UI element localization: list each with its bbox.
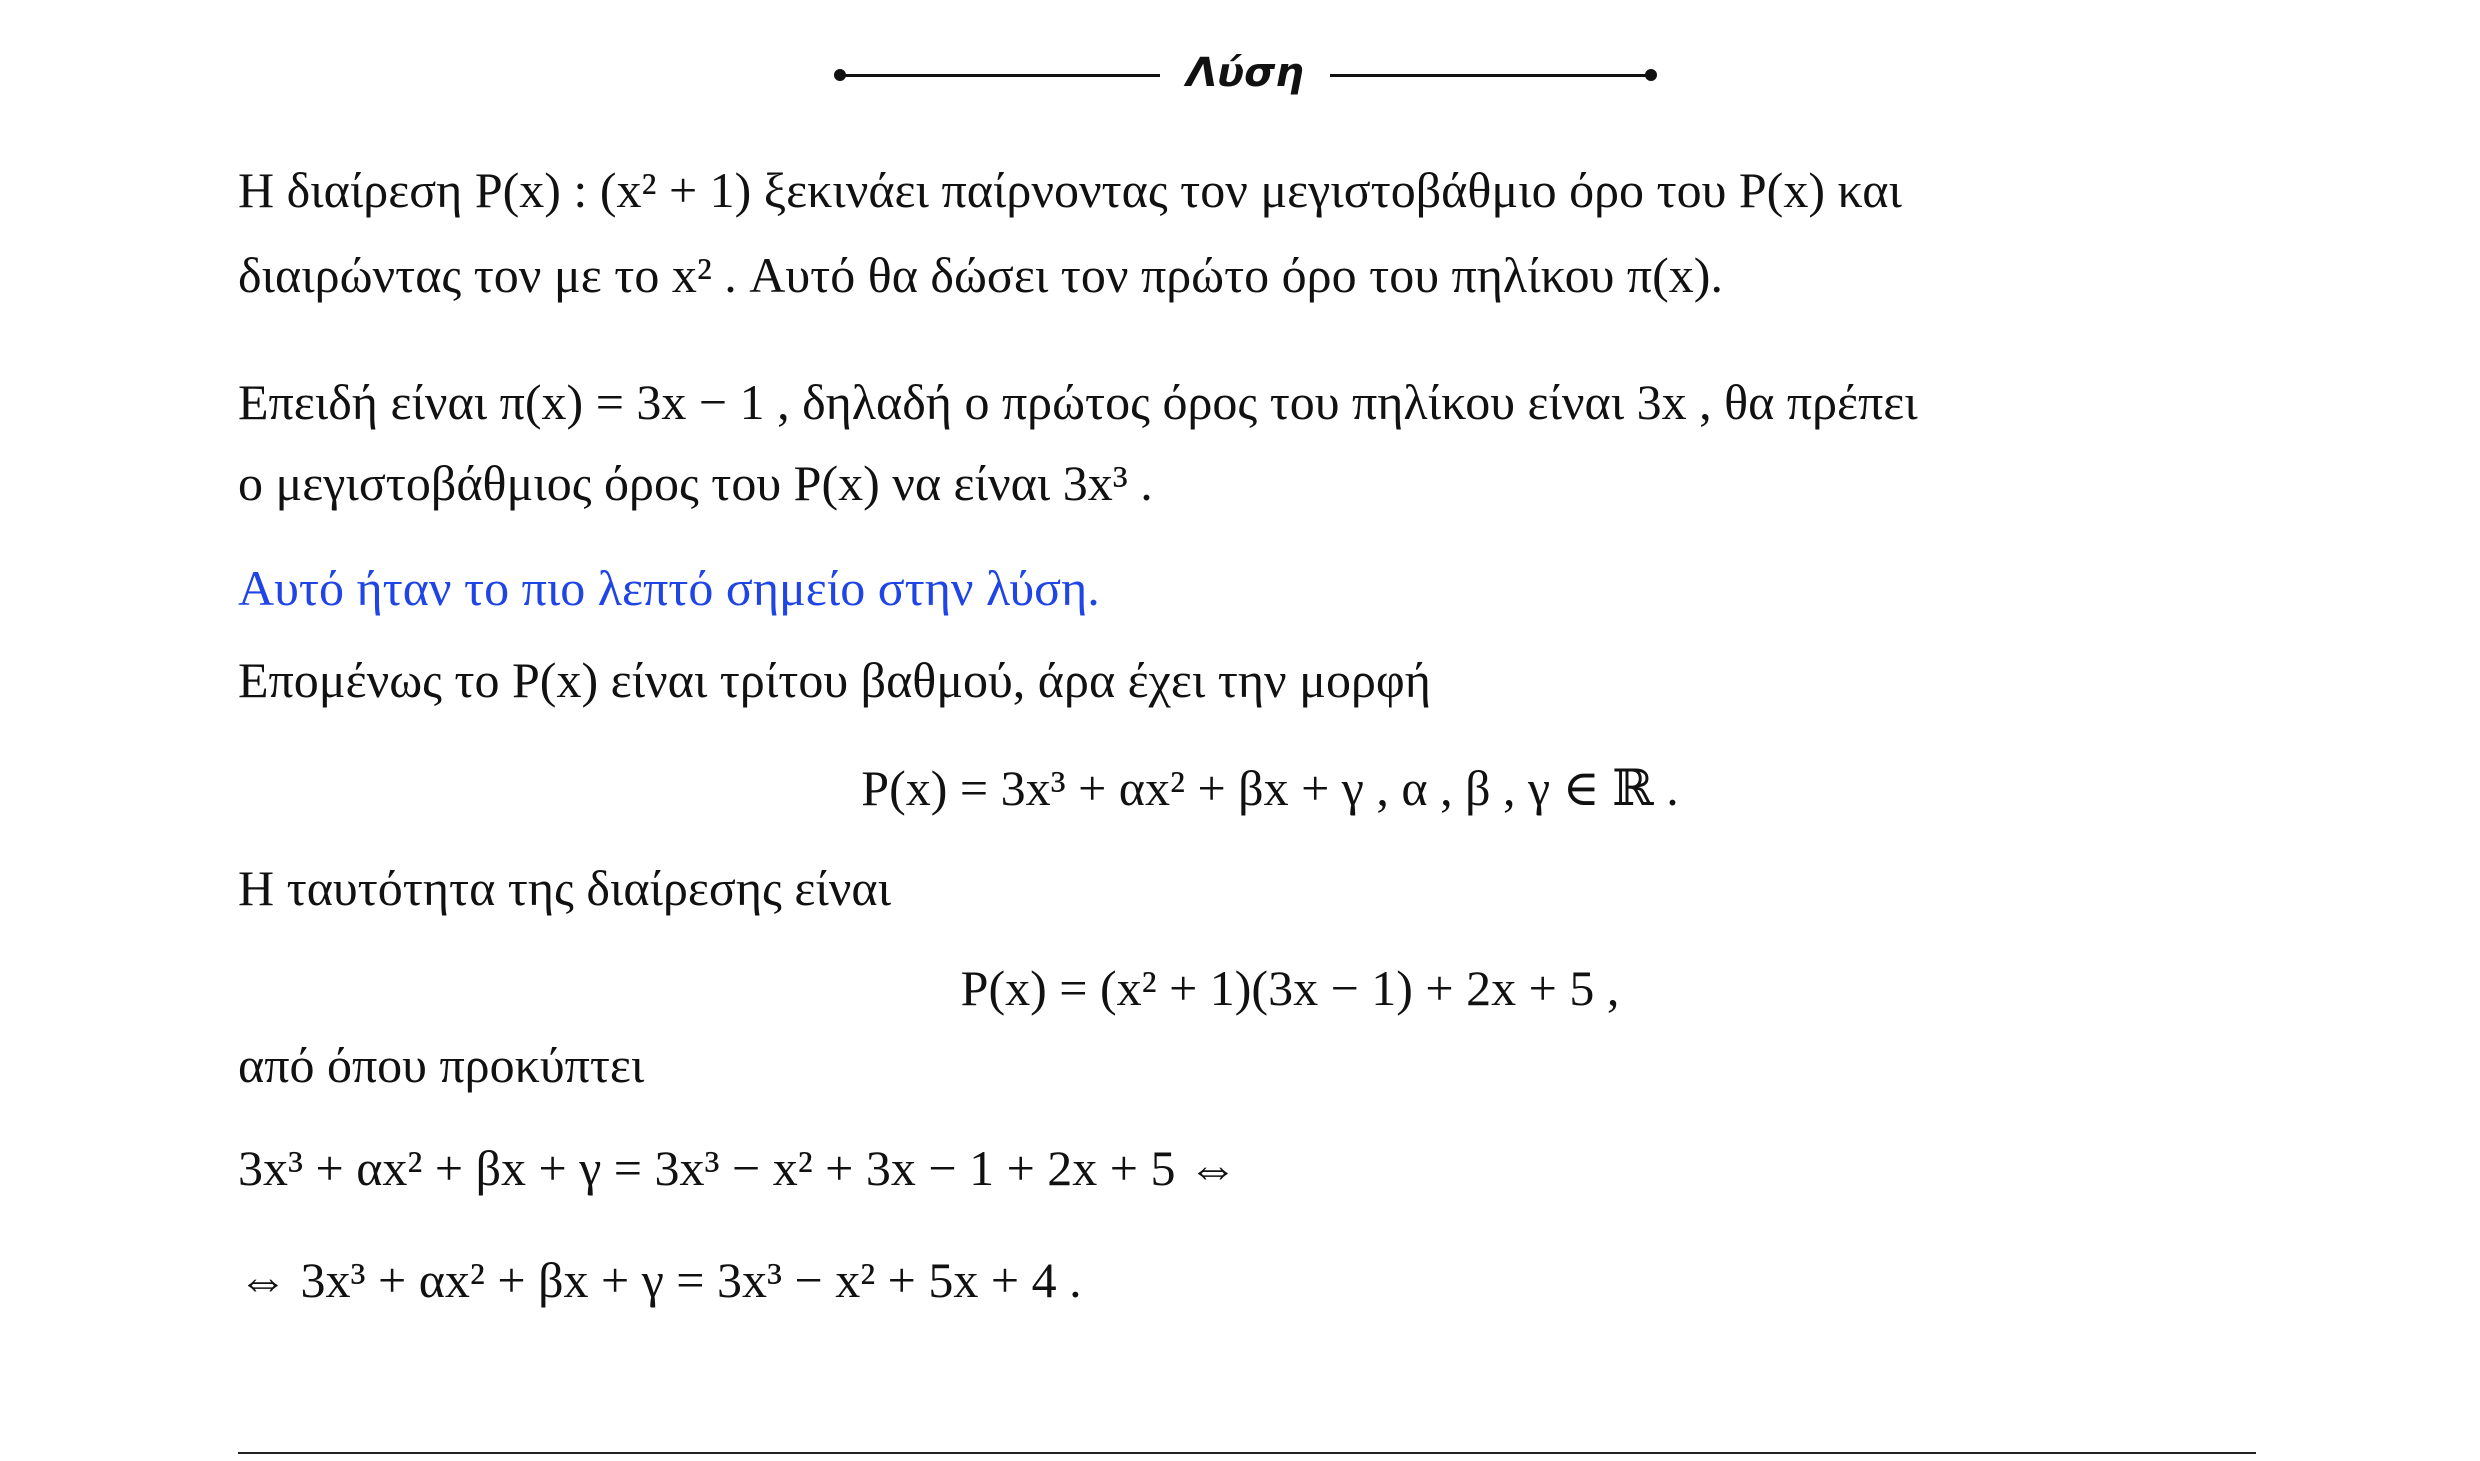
paragraph-1-line-2: διαιρώντας τον με το x² . Αυτό θα δώσει τον πρώτο όρο του πηλίκου π(x). [238, 247, 1723, 303]
highlight-note: Αυτό ήταν το πιο λεπτό σημείο στην λύση. [238, 560, 1100, 616]
section-heading [830, 38, 1660, 108]
heading-left-rule [840, 74, 1160, 77]
heading-right-dot [1645, 69, 1657, 81]
paragraph-5: από όπου προκύπτει [238, 1037, 645, 1093]
equation-polynomial-form: P(x) = 3x³ + αx² + βx + γ , α , β , γ ∈ ℝ . [861, 760, 1679, 816]
paragraph-2-line-2: ο μεγιστοβάθμιος όρος του P(x) να είναι 3x³ . [238, 455, 1153, 511]
equation-expansion: 3x³ + αx² + βx + γ = 3x³ − x² + 3x − 1 + 2x + 5 ⇔ [238, 1140, 1238, 1196]
paragraph-1-line-1: Η διαίρεση P(x) : (x² + 1) ξεκινάει παίρνοντας τον μεγιστοβάθμιο όρο του P(x) και [238, 162, 1902, 218]
heading-title: Λύση [1186, 50, 1304, 96]
paragraph-4: Η ταυτότητα της διαίρεσης είναι [238, 860, 892, 916]
bottom-rule [238, 1452, 2256, 1454]
heading-right-rule [1330, 74, 1650, 77]
paragraph-2-line-1: Επειδή είναι π(x) = 3x − 1 , δηλαδή ο πρώτος όρος του πηλίκου είναι 3x , θα πρέπει [238, 374, 1918, 430]
equation-division-identity: P(x) = (x² + 1)(3x − 1) + 2x + 5 , [960, 960, 1620, 1016]
paragraph-3: Επομένως το P(x) είναι τρίτου βαθμού, άρα έχει την μορφή [238, 652, 1431, 708]
equation-simplified: ⇔ 3x³ + αx² + βx + γ = 3x³ − x² + 5x + 4 . [238, 1252, 1082, 1308]
